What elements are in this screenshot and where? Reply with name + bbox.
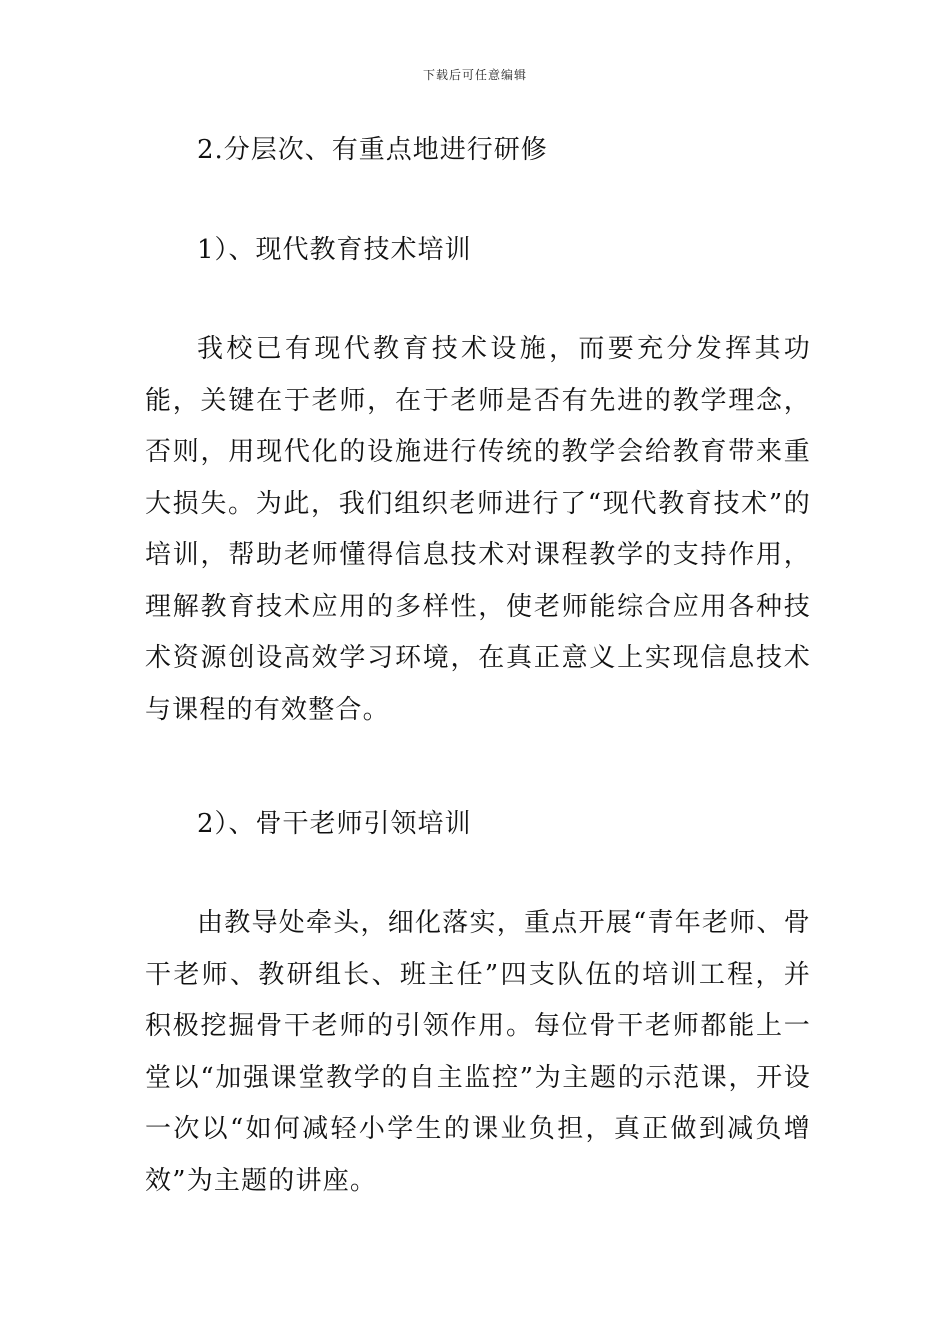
- subsection-title-2: 2）、骨干老师引领培训: [197, 809, 472, 839]
- subsection-title-1: 1）、现代教育技术培训: [197, 235, 472, 265]
- document-body: [145, 128, 811, 1207]
- page-header-note: 下载后可任意编辑: [422, 68, 527, 82]
- subsection-paragraph-2: 由教导处牵头，细化落实，重点开展“青年老师、骨干老师、教研组长、班主任”四支队伍的培训工程，并积极挖掘骨干老师的引领作用。每位骨干老师都能上一堂以“加强课堂教学的自主监控”为主题的示范课，开设一次以“如何减轻小学生的课业负担，真正做到减负增效”为主题的讲座。: [145, 908, 811, 1196]
- subsection-paragraph-1: 我校已有现代教育技术设施，而要充分发挥其功能，关键在于老师，在于老师是否有先进的教学理念，否则，用现代化的设施进行传统的教学会给教育带来重大损失。为此，我们组织老师进行了“现代教育技术”的培训，帮助老师懂得信息技术对课程教学的支持作用，理解教育技术应用的多样性，使老师能综合应用各种技术资源创设高效学习环境，在真正意义上实现信息技术与课程的有效整合。: [145, 334, 811, 725]
- section-title: 2.分层次、有重点地进行研修: [197, 135, 548, 165]
